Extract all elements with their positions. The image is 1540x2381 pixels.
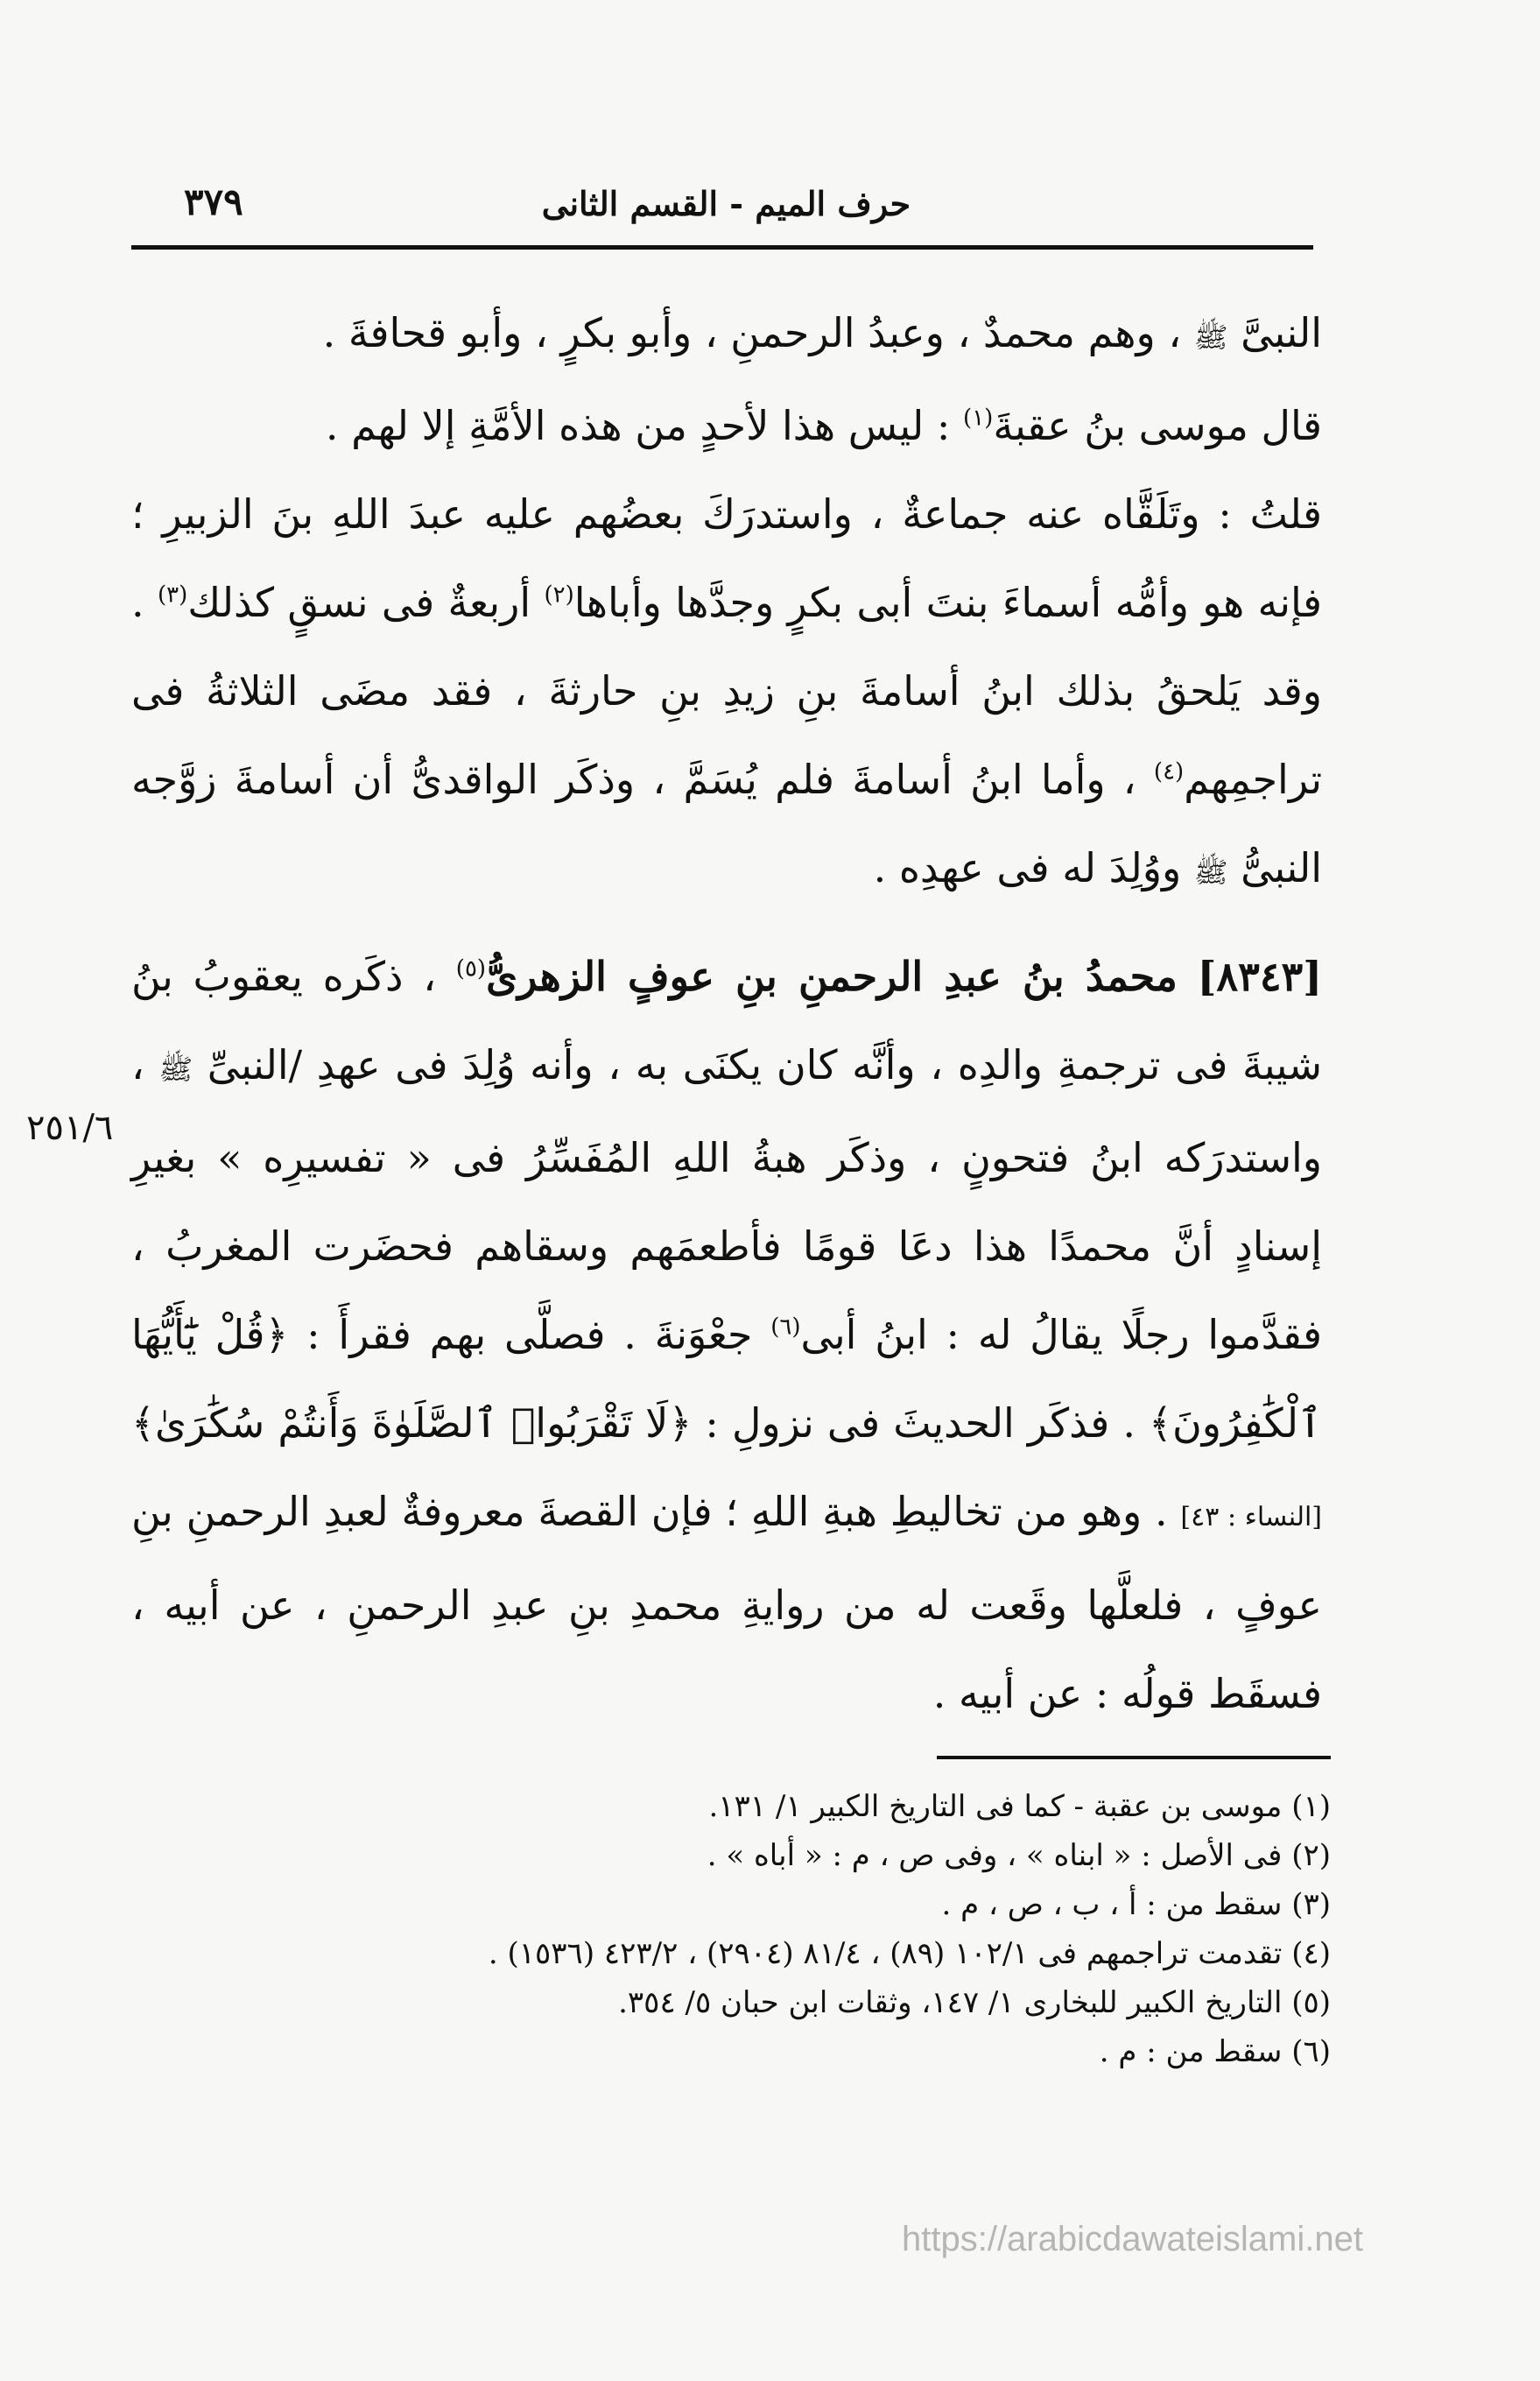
verse-reference: [النساء : ٤٣] bbox=[1180, 1502, 1323, 1532]
main-text bbox=[131, 289, 1322, 1738]
paragraph-entry-8343 bbox=[131, 933, 1322, 1738]
text: . وقد يَلحقُ بذلك ابنُ أسامةَ بنِ زيدِ بنِ حارثةَ ، فقد مضَى الثلاثةُ فى تراجمِهم bbox=[131, 579, 1323, 803]
footnote-rule bbox=[937, 1756, 1331, 1759]
paragraph-3 bbox=[131, 470, 1322, 917]
footnote-1: (١) موسى بن عقبة - كما فى التاريخ الكبير ١/ ١٣١. bbox=[708, 1789, 1331, 1824]
footnote-6: (٦) سقط من : م . bbox=[1099, 2034, 1331, 2069]
text: ووُلِدَ له فى عهدِه . bbox=[873, 844, 1182, 891]
text: أربعةٌ فى نسقٍ كذلك bbox=[187, 579, 531, 626]
entry-name: محمدُ بنُ عبدِ الرحمنِ بنِ عوفٍ الزهرىُّ bbox=[486, 953, 1178, 1000]
text: ، ذكَره يعقوبُ بنُ شيبةَ فى ترجمةِ والدِه ، وأنَّه كان يكنَى به ، وأنه وُلِدَ فى عهدِ /النبىِّ bbox=[131, 953, 1322, 1088]
watermark-url: https://arabicdawateislami.net bbox=[902, 2220, 1363, 2258]
text: ، وهم محمدٌ ، وعبدُ الرحمنِ ، وأبو بكرٍ ، وأبو قحافةَ . bbox=[322, 309, 1182, 356]
entry-number: [٨٣٤٣] bbox=[1197, 953, 1322, 1000]
footnotes bbox=[131, 1782, 1331, 2076]
footnote-marker: (٥) bbox=[455, 955, 487, 983]
salla-symbol: ﷺ bbox=[158, 1053, 193, 1086]
quran-verse: ﴿قُلْ يَٰٓأَيُّهَا ٱلْكَٰفِرُونَ﴾ bbox=[131, 1311, 1323, 1447]
footnote-marker: (٢) bbox=[544, 581, 574, 609]
page-number: ٣٧٩ bbox=[184, 180, 243, 223]
footnote-5: (٥) التاريخ الكبير للبخارى ١/ ١٤٧، وثقات ابن حبان ٥/ ٣٥٤. bbox=[618, 1985, 1331, 2020]
footnote-4: (٤) تقدمت تراجمهم فى ١٠٢/١ (٨٩) ، ٨١/٤ (٢٩٠٤) ، ٤٢٣/٢ (١٥٣٦) . bbox=[488, 1936, 1331, 1971]
header-rule bbox=[131, 245, 1313, 250]
paragraph-2 bbox=[131, 382, 1322, 470]
text: ، واستدرَكه ابنُ فتحونٍ ، وذكَر هبةُ اللهِ المُفَسِّرُ فى « تفسيرِه » بغيرِ إسنادٍ أنَّ محمدًا هذا دعَا قومًا فأطعمَهم وسقاهم فحضَرت المغربُ ، فقدَّموا رجلًا يقالُ له : ابنُ أبى bbox=[131, 1041, 1322, 1358]
page-header bbox=[131, 175, 1321, 236]
running-title: حرف الميم - القسم الثانى bbox=[541, 184, 911, 223]
text: جعْوَنةَ . فصلَّى بهم فقرأَ : bbox=[306, 1311, 753, 1358]
text: قلتُ : وتَلَقَّاه عنه جماعةٌ ، واستدرَكَ بعضُهم عليه عبدَ اللهِ بنَ الزبيرِ ؛ فإنه هو وأمُّه أسماءَ بنتَ أبى بكرٍ وجدَّها وأباها bbox=[131, 490, 1323, 626]
text: : ليس هذا لأحدٍ من هذه الأمَّةِ إلا لهم . bbox=[325, 402, 951, 449]
footnote-marker: (٦) bbox=[770, 1314, 801, 1341]
quran-verse: ﴿لَا تَقْرَبُوا۟ ٱلصَّلَوٰةَ وَأَنتُمْ سُكَٰرَىٰ﴾ bbox=[131, 1399, 693, 1447]
footnote-2: (٢) فى الأصل : « ابناه » ، وفى ص ، م : « أباه » . bbox=[707, 1838, 1331, 1873]
text: قال موسى بنُ عقبةَ bbox=[993, 402, 1322, 449]
paragraph-1 bbox=[131, 289, 1322, 382]
footnote-3: (٣) سقط من : أ ، ب ، ص ، م . bbox=[941, 1887, 1331, 1922]
text: . وهو من تخاليطِ هبةِ اللهِ ؛ فإن القصةَ معروفةٌ لعبدِ الرحمنِ بنِ عوفٍ ، فلعلَّها وقَعت له من روايةِ محمدِ بنِ عبدِ الرحمنِ ، عن أبيه ، فسقَط قولُه : عن أبيه . bbox=[131, 1488, 1322, 1717]
footnote-marker: (١) bbox=[963, 405, 994, 432]
salla-symbol: ﷺ bbox=[1193, 321, 1228, 354]
footnote-marker: (٤) bbox=[1153, 758, 1185, 785]
margin-reference: ٢٥١/٦ bbox=[26, 1108, 114, 1148]
footnote-marker: (٣) bbox=[157, 581, 188, 609]
salla-symbol: ﷺ bbox=[1193, 856, 1228, 889]
text: النبىَّ bbox=[1241, 309, 1322, 356]
text: . فذكَر الحديثَ فى نزولِ : bbox=[705, 1399, 1136, 1447]
text: ، وأما ابنُ أسامةَ فلم يُسَمَّ ، وذكَر الواقدىُّ أن أسامةَ زوَّجه النبىُّ bbox=[131, 756, 1322, 891]
